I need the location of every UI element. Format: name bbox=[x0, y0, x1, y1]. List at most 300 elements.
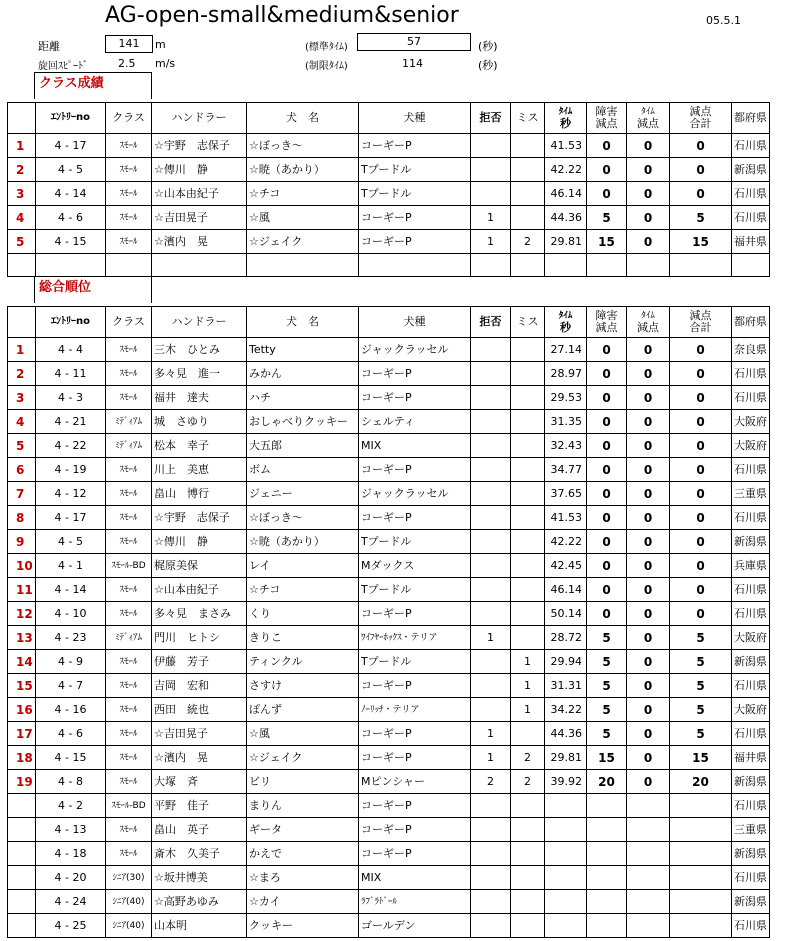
prefecture-cell: 石川県 bbox=[732, 134, 770, 158]
dog-cell: まりん bbox=[247, 794, 359, 818]
time-penalty-cell: 0 bbox=[627, 530, 670, 554]
fault-header-bottom: 減点 bbox=[595, 321, 618, 334]
handler-cell: 門川 ヒトシ bbox=[152, 626, 247, 650]
fault-cell: 0 bbox=[587, 578, 627, 602]
time-cell: 44.36 bbox=[545, 206, 587, 230]
handler-cell: 梶原美保 bbox=[152, 554, 247, 578]
breed-cell: Mピンシャー bbox=[359, 770, 471, 794]
dog-cell: かえで bbox=[247, 842, 359, 866]
handler-cell: ☆宇野 志保子 bbox=[152, 506, 247, 530]
breed-cell: コーギーP bbox=[359, 386, 471, 410]
class-cell: ｽﾓｰﾙ bbox=[106, 698, 152, 722]
rank-cell: 2 bbox=[8, 158, 36, 182]
prefecture-cell: 三重県 bbox=[732, 482, 770, 506]
prefecture-cell: 新潟県 bbox=[732, 770, 770, 794]
class-cell: ｽﾓｰﾙ bbox=[106, 386, 152, 410]
time-cell: 29.81 bbox=[545, 746, 587, 770]
miss-cell bbox=[511, 386, 545, 410]
class-header: クラス bbox=[106, 307, 152, 338]
dog-cell: ☆暁（あかり） bbox=[247, 530, 359, 554]
miss-cell bbox=[511, 866, 545, 890]
total-cell: 0 bbox=[670, 602, 732, 626]
total-cell bbox=[670, 890, 732, 914]
empty-cell bbox=[732, 254, 770, 277]
time-penalty-cell bbox=[627, 914, 670, 938]
empty-cell bbox=[627, 254, 670, 277]
rank-cell: 1 bbox=[8, 134, 36, 158]
table-row bbox=[8, 674, 770, 698]
time-penalty-cell: 0 bbox=[627, 410, 670, 434]
rank-cell: 10 bbox=[8, 554, 36, 578]
time-cell: 29.81 bbox=[545, 230, 587, 254]
time-cell: 44.36 bbox=[545, 722, 587, 746]
refusal-cell bbox=[471, 818, 511, 842]
dog-header: 犬 名 bbox=[247, 307, 359, 338]
time-cell: 34.22 bbox=[545, 698, 587, 722]
entry-cell: 4 - 15 bbox=[36, 746, 106, 770]
refusal-cell: 1 bbox=[471, 722, 511, 746]
entry-cell: 4 - 16 bbox=[36, 698, 106, 722]
rank-cell: 5 bbox=[8, 230, 36, 254]
prefecture-cell: 大阪府 bbox=[732, 626, 770, 650]
rank-cell: 13 bbox=[8, 626, 36, 650]
refusal-cell bbox=[471, 458, 511, 482]
time-penalty-header bbox=[627, 307, 670, 338]
rank-cell: 16 bbox=[8, 698, 36, 722]
empty-cell bbox=[587, 254, 627, 277]
total-cell: 0 bbox=[670, 554, 732, 578]
class-cell: ｽﾓｰﾙ bbox=[106, 506, 152, 530]
miss-cell bbox=[511, 578, 545, 602]
table-row bbox=[8, 530, 770, 554]
fault-cell: 5 bbox=[587, 722, 627, 746]
handler-cell: ☆吉田晃子 bbox=[152, 206, 247, 230]
miss-cell bbox=[511, 626, 545, 650]
prefecture-cell: 石川県 bbox=[732, 674, 770, 698]
miss-cell bbox=[511, 134, 545, 158]
refusal-cell bbox=[471, 338, 511, 362]
total-cell bbox=[670, 866, 732, 890]
fault-header-top: 障害 bbox=[595, 309, 618, 322]
table-row bbox=[8, 914, 770, 938]
empty-cell bbox=[36, 254, 106, 277]
miss-cell bbox=[511, 842, 545, 866]
time-penalty-cell: 0 bbox=[627, 626, 670, 650]
rank-cell: 19 bbox=[8, 770, 36, 794]
fault-cell: 20 bbox=[587, 770, 627, 794]
dog-cell: ☆風 bbox=[247, 722, 359, 746]
refusal-cell: 2 bbox=[471, 770, 511, 794]
entry-cell: 4 - 17 bbox=[36, 134, 106, 158]
breed-cell: コーギーP bbox=[359, 794, 471, 818]
prefecture-cell: 大阪府 bbox=[732, 410, 770, 434]
rank-cell: 1 bbox=[8, 338, 36, 362]
table-row bbox=[8, 158, 770, 182]
total-cell bbox=[670, 914, 732, 938]
refusal-cell bbox=[471, 578, 511, 602]
handler-cell: ☆高野あゆみ bbox=[152, 890, 247, 914]
refusal-cell bbox=[471, 410, 511, 434]
fault-cell: 0 bbox=[587, 602, 627, 626]
time-cell: 42.22 bbox=[545, 530, 587, 554]
time-penalty-header-top: ﾀｲﾑ bbox=[641, 311, 655, 321]
rank-cell: 4 bbox=[8, 206, 36, 230]
empty-cell bbox=[670, 254, 732, 277]
refusal-cell bbox=[471, 866, 511, 890]
class-cell: ｽﾓｰﾙ bbox=[106, 674, 152, 698]
limit-time-unit: (秒) bbox=[478, 59, 498, 72]
prefecture-cell: 石川県 bbox=[732, 866, 770, 890]
fault-cell: 0 bbox=[587, 338, 627, 362]
entry-cell: 4 - 17 bbox=[36, 506, 106, 530]
class-cell: ｽﾓｰﾙ bbox=[106, 134, 152, 158]
total-cell: 0 bbox=[670, 182, 732, 206]
breed-header: 犬種 bbox=[359, 307, 471, 338]
dog-cell: ☆ぼっき～ bbox=[247, 506, 359, 530]
refusal-cell: 1 bbox=[471, 746, 511, 770]
time-header-bottom: 秒 bbox=[560, 321, 571, 334]
dog-header: 犬 名 bbox=[247, 103, 359, 134]
empty-cell bbox=[106, 254, 152, 277]
dog-cell: ☆風 bbox=[247, 206, 359, 230]
time-header bbox=[545, 307, 587, 338]
handler-cell: 大塚 斉 bbox=[152, 770, 247, 794]
total-cell: 0 bbox=[670, 410, 732, 434]
total-cell: 5 bbox=[670, 674, 732, 698]
breed-cell: コーギーP bbox=[359, 842, 471, 866]
std-time-unit: (秒) bbox=[478, 40, 498, 53]
breed-cell: Tプードル bbox=[359, 182, 471, 206]
entry-cell: 4 - 14 bbox=[36, 578, 106, 602]
class-cell: ｽﾓｰﾙ bbox=[106, 842, 152, 866]
speed-value: 2.5 bbox=[118, 57, 136, 70]
time-cell: 42.45 bbox=[545, 554, 587, 578]
breed-cell: MIX bbox=[359, 434, 471, 458]
table-row bbox=[8, 134, 770, 158]
fault-cell bbox=[587, 818, 627, 842]
breed-cell: コーギーP bbox=[359, 458, 471, 482]
total-cell: 0 bbox=[670, 338, 732, 362]
refusal-cell bbox=[471, 914, 511, 938]
prefecture-cell: 石川県 bbox=[732, 206, 770, 230]
table-row bbox=[8, 890, 770, 914]
time-cell bbox=[545, 866, 587, 890]
prefecture-cell: 奈良県 bbox=[732, 338, 770, 362]
miss-cell bbox=[511, 434, 545, 458]
table-row bbox=[8, 650, 770, 674]
time-penalty-cell: 0 bbox=[627, 458, 670, 482]
time-penalty-cell: 0 bbox=[627, 554, 670, 578]
dog-cell: ☆チコ bbox=[247, 578, 359, 602]
time-penalty-cell: 0 bbox=[627, 698, 670, 722]
handler-cell: 畠山 博行 bbox=[152, 482, 247, 506]
dog-cell: ギータ bbox=[247, 818, 359, 842]
refusal-cell bbox=[471, 482, 511, 506]
entry-header: ｴﾝﾄﾘｰno bbox=[36, 307, 106, 338]
time-cell: 31.31 bbox=[545, 674, 587, 698]
refusal-header: 拒否 bbox=[471, 103, 511, 134]
dog-cell: ジェニー bbox=[247, 482, 359, 506]
class-cell: ｽﾓｰﾙ bbox=[106, 530, 152, 554]
prefecture-cell: 石川県 bbox=[732, 794, 770, 818]
time-penalty-cell: 0 bbox=[627, 338, 670, 362]
breed-cell: ジャックラッセル bbox=[359, 482, 471, 506]
entry-cell: 4 - 25 bbox=[36, 914, 106, 938]
std-time-value: 57 bbox=[357, 33, 471, 51]
rank-cell: 18 bbox=[8, 746, 36, 770]
speed-label: 旋回ｽﾋﾟｰﾄﾞ bbox=[38, 61, 88, 72]
time-cell: 50.14 bbox=[545, 602, 587, 626]
breed-cell: コーギーP bbox=[359, 602, 471, 626]
breed-cell: コーギーP bbox=[359, 362, 471, 386]
class-results-table bbox=[7, 102, 770, 277]
handler-cell: 畠山 英子 bbox=[152, 818, 247, 842]
time-cell: 27.14 bbox=[545, 338, 587, 362]
fault-cell: 5 bbox=[587, 698, 627, 722]
fault-cell: 0 bbox=[587, 134, 627, 158]
handler-cell: 山本明 bbox=[152, 914, 247, 938]
time-penalty-cell: 0 bbox=[627, 602, 670, 626]
fault-cell: 0 bbox=[587, 530, 627, 554]
class-header: クラス bbox=[106, 103, 152, 134]
entry-cell: 4 - 5 bbox=[36, 158, 106, 182]
refusal-cell bbox=[471, 506, 511, 530]
prefecture-cell: 大阪府 bbox=[732, 698, 770, 722]
time-penalty-cell: 0 bbox=[627, 362, 670, 386]
rank-cell: 15 bbox=[8, 674, 36, 698]
handler-cell: ☆吉田晃子 bbox=[152, 722, 247, 746]
entry-cell: 4 - 5 bbox=[36, 530, 106, 554]
class-cell: ｽﾓｰﾙ bbox=[106, 602, 152, 626]
prefecture-cell: 福井県 bbox=[732, 746, 770, 770]
table-row bbox=[8, 206, 770, 230]
fault-cell: 5 bbox=[587, 626, 627, 650]
dog-cell: ☆まろ bbox=[247, 866, 359, 890]
header-row bbox=[8, 103, 770, 134]
fault-cell: 0 bbox=[587, 182, 627, 206]
refusal-cell bbox=[471, 158, 511, 182]
total-cell bbox=[670, 818, 732, 842]
handler-cell: 伊藤 芳子 bbox=[152, 650, 247, 674]
handler-cell: ☆傳川 静 bbox=[152, 530, 247, 554]
rank-header bbox=[8, 307, 36, 338]
entry-header: ｴﾝﾄﾘｰno bbox=[36, 103, 106, 134]
time-cell: 41.53 bbox=[545, 134, 587, 158]
breed-cell: コーギーP bbox=[359, 206, 471, 230]
breed-cell: ジャックラッセル bbox=[359, 338, 471, 362]
handler-cell: 多々見 進一 bbox=[152, 362, 247, 386]
time-penalty-cell bbox=[627, 890, 670, 914]
fault-cell: 5 bbox=[587, 674, 627, 698]
entry-cell: 4 - 15 bbox=[36, 230, 106, 254]
time-cell bbox=[545, 914, 587, 938]
class-cell: ｽﾓｰﾙ bbox=[106, 482, 152, 506]
class-cell: ｽﾓｰﾙ bbox=[106, 578, 152, 602]
fault-cell: 5 bbox=[587, 206, 627, 230]
entry-cell: 4 - 18 bbox=[36, 842, 106, 866]
breed-cell: コーギーP bbox=[359, 722, 471, 746]
std-time-label: (標準ﾀｲﾑ) bbox=[305, 42, 348, 53]
time-penalty-cell bbox=[627, 866, 670, 890]
fault-cell: 0 bbox=[587, 506, 627, 530]
fault-cell: 0 bbox=[587, 362, 627, 386]
refusal-cell bbox=[471, 698, 511, 722]
miss-cell: 2 bbox=[511, 230, 545, 254]
time-cell bbox=[545, 890, 587, 914]
time-penalty-cell: 0 bbox=[627, 674, 670, 698]
class-cell: ｽﾓｰﾙ bbox=[106, 770, 152, 794]
rank-cell: 6 bbox=[8, 458, 36, 482]
time-penalty-cell bbox=[627, 794, 670, 818]
miss-cell bbox=[511, 530, 545, 554]
total-header-top: 減点 bbox=[689, 309, 712, 322]
class-cell: ｽﾓｰﾙ bbox=[106, 230, 152, 254]
prefecture-cell: 兵庫県 bbox=[732, 554, 770, 578]
table-row bbox=[8, 482, 770, 506]
time-cell: 37.65 bbox=[545, 482, 587, 506]
blank-row bbox=[8, 254, 770, 277]
prefecture-cell: 三重県 bbox=[732, 818, 770, 842]
miss-cell bbox=[511, 206, 545, 230]
refusal-cell bbox=[471, 134, 511, 158]
refusal-cell bbox=[471, 386, 511, 410]
refusal-cell bbox=[471, 842, 511, 866]
table-row bbox=[8, 182, 770, 206]
miss-cell bbox=[511, 506, 545, 530]
total-cell: 0 bbox=[670, 158, 732, 182]
refusal-cell bbox=[471, 362, 511, 386]
dog-cell: クッキー bbox=[247, 914, 359, 938]
total-cell: 20 bbox=[670, 770, 732, 794]
fault-header bbox=[587, 103, 627, 134]
dog-cell: きりこ bbox=[247, 626, 359, 650]
miss-cell bbox=[511, 722, 545, 746]
refusal-cell bbox=[471, 182, 511, 206]
refusal-cell bbox=[471, 674, 511, 698]
breed-cell: Mダックス bbox=[359, 554, 471, 578]
prefecture-header: 都府県 bbox=[732, 307, 770, 338]
dog-cell: 大五郎 bbox=[247, 434, 359, 458]
refusal-cell: 1 bbox=[471, 626, 511, 650]
date-label: 05.5.1 bbox=[706, 14, 741, 27]
breed-cell: ﾜｲﾌﾔｰﾎｯｸｽ・テリア bbox=[359, 626, 471, 650]
prefecture-cell: 大阪府 bbox=[732, 434, 770, 458]
refusal-header: 拒否 bbox=[471, 307, 511, 338]
entry-cell: 4 - 9 bbox=[36, 650, 106, 674]
time-header-top: ﾀｲﾑ bbox=[558, 107, 573, 117]
class-cell: ﾐﾃﾞｨｱﾑ bbox=[106, 434, 152, 458]
class-cell: ｽﾓｰﾙ bbox=[106, 746, 152, 770]
prefecture-cell: 福井県 bbox=[732, 230, 770, 254]
table-row bbox=[8, 722, 770, 746]
prefecture-cell: 石川県 bbox=[732, 362, 770, 386]
entry-cell: 4 - 19 bbox=[36, 458, 106, 482]
rank-header bbox=[8, 103, 36, 134]
time-header-top: ﾀｲﾑ bbox=[558, 311, 573, 321]
rank-cell bbox=[8, 890, 36, 914]
fault-cell: 15 bbox=[587, 230, 627, 254]
total-header bbox=[670, 307, 732, 338]
miss-cell: 2 bbox=[511, 746, 545, 770]
fault-cell: 0 bbox=[587, 410, 627, 434]
total-cell bbox=[670, 842, 732, 866]
fault-cell bbox=[587, 842, 627, 866]
table-row bbox=[8, 230, 770, 254]
time-penalty-cell: 0 bbox=[627, 158, 670, 182]
dog-cell: ハチ bbox=[247, 386, 359, 410]
empty-cell bbox=[471, 254, 511, 277]
time-cell: 34.77 bbox=[545, 458, 587, 482]
total-cell: 0 bbox=[670, 506, 732, 530]
time-cell: 41.53 bbox=[545, 506, 587, 530]
total-cell: 0 bbox=[670, 134, 732, 158]
prefecture-header: 都府県 bbox=[732, 103, 770, 134]
rank-cell: 5 bbox=[8, 434, 36, 458]
miss-cell bbox=[511, 794, 545, 818]
time-penalty-cell: 0 bbox=[627, 134, 670, 158]
page-title: AG-open-small&medium&senior bbox=[105, 3, 459, 28]
entry-cell: 4 - 4 bbox=[36, 338, 106, 362]
breed-header: 犬種 bbox=[359, 103, 471, 134]
rank-cell: 17 bbox=[8, 722, 36, 746]
refusal-cell bbox=[471, 554, 511, 578]
table-row bbox=[8, 602, 770, 626]
table-row bbox=[8, 506, 770, 530]
rank-cell: 9 bbox=[8, 530, 36, 554]
class-cell: ｽﾓｰﾙ bbox=[106, 650, 152, 674]
time-cell: 46.14 bbox=[545, 182, 587, 206]
handler-cell: ☆山本由紀子 bbox=[152, 182, 247, 206]
rank-cell: 4 bbox=[8, 410, 36, 434]
rank-cell bbox=[8, 866, 36, 890]
time-penalty-cell bbox=[627, 842, 670, 866]
breed-cell: コーギーP bbox=[359, 674, 471, 698]
fault-header bbox=[587, 307, 627, 338]
entry-cell: 4 - 3 bbox=[36, 386, 106, 410]
table-row bbox=[8, 866, 770, 890]
total-cell: 0 bbox=[670, 386, 732, 410]
fault-cell bbox=[587, 866, 627, 890]
time-cell: 29.94 bbox=[545, 650, 587, 674]
handler-cell: 平野 佳子 bbox=[152, 794, 247, 818]
refusal-cell bbox=[471, 890, 511, 914]
class-results-heading: クラス成績 bbox=[34, 72, 152, 99]
total-header bbox=[670, 103, 732, 134]
refusal-cell bbox=[471, 650, 511, 674]
rank-cell: 7 bbox=[8, 482, 36, 506]
prefecture-cell: 石川県 bbox=[732, 578, 770, 602]
handler-header: ハンドラー bbox=[152, 307, 247, 338]
time-penalty-cell: 0 bbox=[627, 746, 670, 770]
breed-cell: ﾉｰﾘｯﾁ・テリア bbox=[359, 698, 471, 722]
miss-cell bbox=[511, 890, 545, 914]
entry-cell: 4 - 2 bbox=[36, 794, 106, 818]
time-penalty-cell: 0 bbox=[627, 578, 670, 602]
handler-cell: 三木 ひとみ bbox=[152, 338, 247, 362]
time-cell: 29.53 bbox=[545, 386, 587, 410]
rank-cell: 8 bbox=[8, 506, 36, 530]
breed-cell: ゴールデン bbox=[359, 914, 471, 938]
dog-cell: さすけ bbox=[247, 674, 359, 698]
fault-header-top: 障害 bbox=[595, 105, 618, 118]
prefecture-cell: 石川県 bbox=[732, 386, 770, 410]
empty-cell bbox=[8, 254, 36, 277]
table-row bbox=[8, 818, 770, 842]
time-cell bbox=[545, 818, 587, 842]
entry-cell: 4 - 21 bbox=[36, 410, 106, 434]
refusal-cell bbox=[471, 530, 511, 554]
table-row bbox=[8, 386, 770, 410]
